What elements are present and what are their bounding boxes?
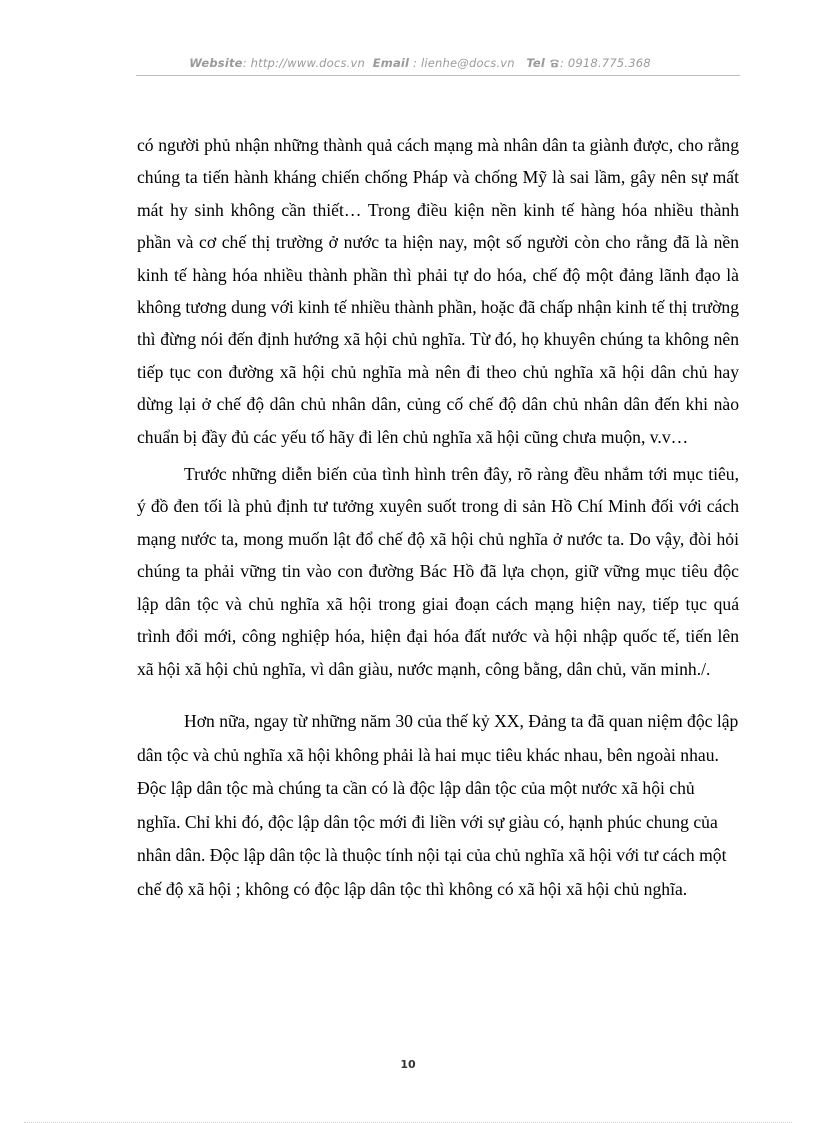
paragraph: có người phủ nhận những thành quả cách mạng mà nhân dân ta giành được, cho rằng chúng ta tiến hành kháng chiến chống Pháp và chống Mỹ là sai lầm, gây nên sự mất mát hy sinh không cần thiết… Trong điều kiện nền kinh tế hàng hóa nhiều thành phần và cơ chế thị trường ở nước ta hiện nay, một số người còn cho rằng đã là nền kinh tế hàng hóa nhiều thành phần thì phải tự do hóa, chế độ một đảng lãnh đạo là không tương dung với kinh tế nhiều thành phần, hoặc đã chấp nhận kinh tế thị trường thì đừng nói đến định hướng xã hội chủ nghĩa. Từ đó, họ khuyên chúng ta không nên tiếp tục con đường xã hội chủ nghĩa mà nên đi theo chủ nghĩa xã hội dân chủ hay dừng lại ở chế độ dân chủ nhân dân, củng cố chế độ dân chủ nhân dân đến khi nào chuẩn bị đầy đủ các yếu tố hãy đi lên chủ nghĩa xã hội cũng chưa muộn, v.v… — [137, 135, 739, 447]
document-body — [137, 129, 739, 906]
paragraph: Hơn nữa, ngay từ những năm 30 của thế kỷ XX, Đảng ta đã quan niệm độc lập dân tộc và chủ nghĩa xã hội không phải là hai mục tiêu khác nhau, bên ngoài nhau. Độc lập dân tộc mà chúng ta cần có là độc lập dân tộc của một nước xã hội chủ nghĩa. Chỉ khi đó, độc lập dân tộc mới đi liền với sự giàu có, hạnh phúc chung của nhân dân. Độc lập dân tộc là thuộc tính nội tại của chủ nghĩa xã hội với tư cách một chế độ xã hội ; không có độc lập dân tộc thì không có xã hội xã hội chủ nghĩa. — [137, 710, 739, 899]
email-label: Email — [372, 56, 410, 70]
website-label: Website — [189, 56, 243, 70]
page-header — [100, 56, 740, 70]
paragraph: Trước những diễn biến của tình hình trên đây, rõ ràng đều nhắm tới mục tiêu, ý đồ đen tối là phủ định tư tưởng xuyên suốt trong di sản Hồ Chí Minh đối với cách mạng nước ta, mong muốn lật đổ chế độ xã hội chủ nghĩa ở nước ta. Do vậy, đòi hỏi chúng ta phải vững tin vào con đường Bác Hồ đã lựa chọn, giữ vững mục tiêu độc lập dân tộc và chủ nghĩa xã hội trong giai đoạn cách mạng hiện nay, tiếp tục quá trình đổi mới, công nghiệp hóa, hiện đại hóa đất nước và hội nhập quốc tế, tiến lên xã hội xã hội chủ nghĩa, vì dân giàu, nước mạnh, công bằng, dân chủ, văn minh./. — [137, 464, 739, 679]
page-number: 10 — [400, 1058, 416, 1071]
email-link[interactable]: : lienhe@docs.vn — [409, 56, 515, 70]
tel-value: : 0918.775.368 — [559, 56, 651, 70]
tel-label: Tel — [526, 56, 546, 70]
phone-icon — [549, 56, 560, 70]
header-divider — [136, 75, 740, 76]
website-link[interactable]: : http://www.docs.vn — [242, 56, 365, 70]
